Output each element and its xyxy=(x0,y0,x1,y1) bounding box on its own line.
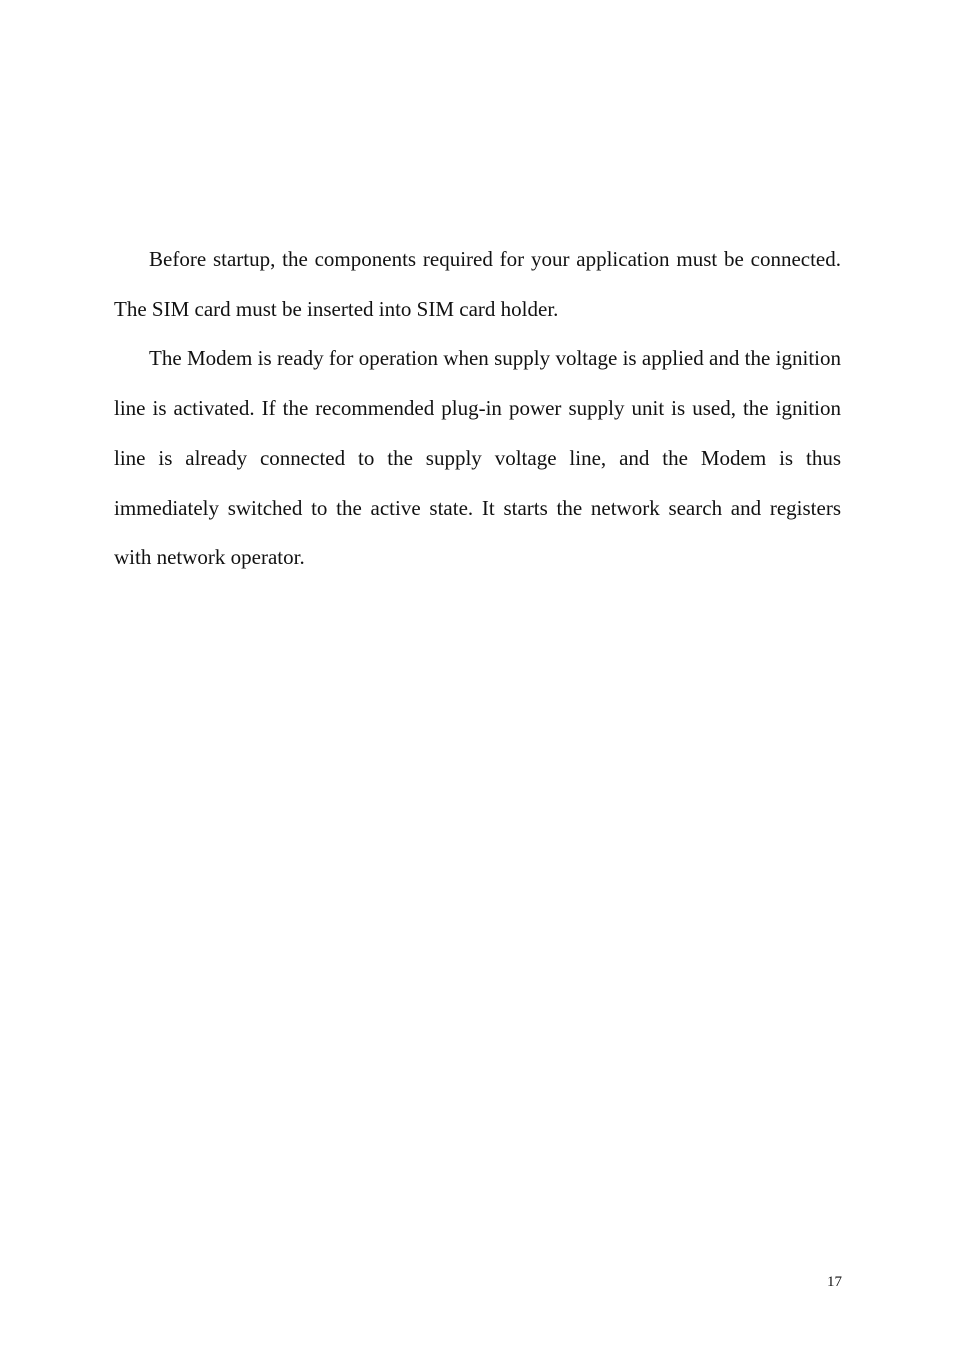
paragraph-modem-operation: The Modem is ready for operation when supply voltage is applied and the ignition line is activated. If the recommended plug-in power supply unit is used, the ignition line is already connected to the supply voltage line, and the Modem is thus immediately switched to the active state. It starts the network search and registers with network operator. xyxy=(114,346,841,570)
body-text xyxy=(114,235,841,583)
paragraph-startup: Before startup, the components required for your application must be connected. The SIM card must be inserted into SIM card holder. xyxy=(114,247,841,321)
page-number: 17 xyxy=(827,1274,842,1290)
